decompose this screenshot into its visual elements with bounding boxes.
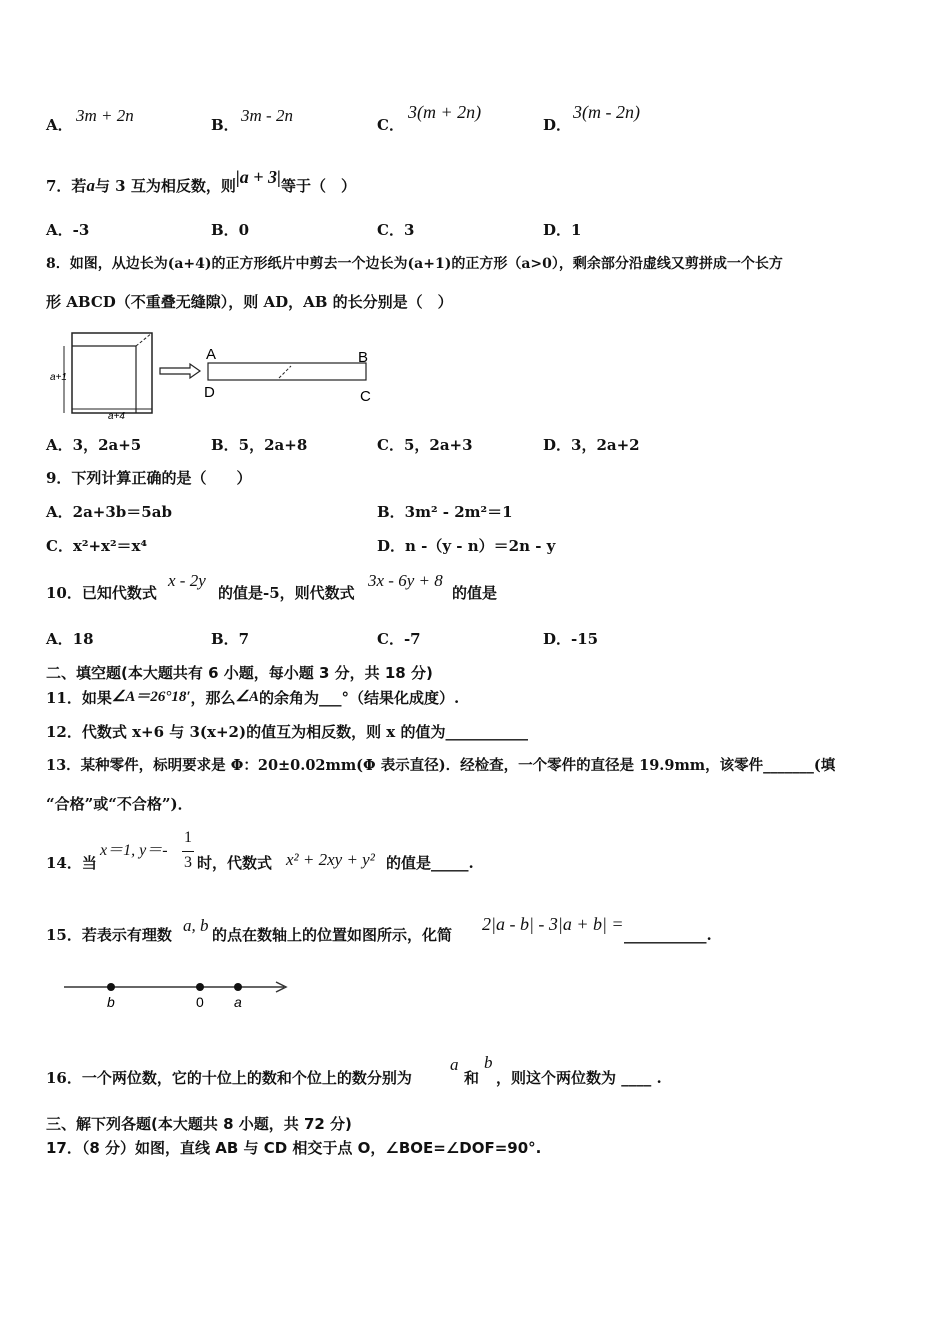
q16-var-a: a: [450, 1055, 459, 1074]
q7-option-c: C．3: [377, 221, 415, 239]
q16-pre: 16．一个两位数，它的十位上的数和个位上的数分别为: [46, 1069, 412, 1087]
q8-option-b: B．5，2a+8: [211, 436, 308, 454]
q10-pre: 10．已知代数式: [46, 584, 157, 602]
q7-option-a: A．-3: [46, 221, 90, 239]
q15-mid: 的点在数轴上的位置如图所示，化简: [212, 926, 453, 944]
q14-expr: x² + 2xy + y²: [286, 850, 375, 869]
big-square: [72, 333, 152, 413]
q8-option-d: D．3，2a+2: [543, 436, 640, 454]
q9-option-d: D．n -（y - n）＝2n - y: [377, 537, 556, 555]
q10-option-c: C．-7: [377, 630, 421, 648]
section-3-title: 三、解下列各题(本大题共 8 小题，共 72 分): [46, 1115, 352, 1133]
q6-option-d: 3(m - 2n): [573, 102, 640, 122]
q8-option-c: C．5，2a+3: [377, 436, 473, 454]
axis-label-b: b: [107, 994, 115, 1010]
q8-figure: [46, 325, 376, 420]
point-a: [234, 983, 242, 991]
axis-label-a: a: [234, 994, 242, 1010]
q15-expr: 2|a - b| - 3|a + b| =: [482, 914, 624, 934]
q6-option-c: 3(m + 2n): [408, 102, 482, 122]
q6-option-b: 3m - 2n: [241, 106, 293, 125]
q15-end: ___________.: [624, 926, 712, 944]
axis-label-0: 0: [196, 994, 204, 1010]
q10-expr1: x - 2y: [168, 571, 206, 590]
label-c: C: [360, 388, 371, 405]
number-line: [60, 972, 292, 1012]
q10-expr2: 3x - 6y + 8: [368, 571, 443, 590]
q14-frac-den: 3: [184, 854, 192, 871]
q7-option-d: D．1: [543, 221, 582, 239]
q6-label-a: A．: [46, 116, 73, 134]
q15-pre: 15．若表示有理数: [46, 926, 172, 944]
label-side-big: a+4: [108, 411, 125, 420]
q10-end: 的值是: [452, 584, 498, 602]
q9-option-a: A．2a+3b＝5ab: [46, 503, 172, 521]
q13-line2: “合格”或“不合格”)．: [46, 795, 193, 813]
q16-var-b: b: [484, 1053, 493, 1072]
q10-option-d: D．-15: [543, 630, 599, 648]
q9-option-c: C．x²+x²＝x⁴: [46, 537, 148, 555]
q7-option-b: B．0: [211, 221, 250, 239]
q16-end: ，则这个两位数为 ____ .: [496, 1069, 662, 1087]
q14-mid: 时，代数式: [197, 854, 273, 872]
q9-stem: 9．下列计算正确的是（ ）: [46, 469, 252, 487]
q14-pre: 14．当: [46, 854, 97, 872]
point-0: [196, 983, 204, 991]
q8-option-a: A．3，2a+5: [46, 436, 142, 454]
q12: 12．代数式 x+6 与 3(x+2)的值互为相反数，则 x 的值为___________: [46, 723, 528, 741]
q10-option-a: A．18: [46, 630, 94, 648]
q14-end: 的值是_____.: [386, 854, 474, 872]
cut-line: [136, 333, 152, 346]
arrow-icon: [160, 364, 200, 378]
label-a: A: [206, 346, 217, 363]
label-b: B: [358, 349, 369, 366]
rectangle-cut: [279, 366, 291, 378]
q10-mid: 的值是-5，则代数式: [218, 584, 355, 602]
label-d: D: [204, 384, 215, 401]
q6-option-a: 3m + 2n: [76, 106, 134, 125]
point-b: [107, 983, 115, 991]
q6-label-c: C．: [377, 116, 404, 134]
q14-condition: x＝1, y＝-: [100, 842, 168, 859]
q11: 11．如果∠A＝26°18′，那么∠A的余角为___°（结果化成度）.: [46, 689, 460, 707]
q9-option-b: B．3m² - 2m²＝1: [377, 503, 513, 521]
q16-and: 和: [464, 1069, 480, 1087]
q10-option-b: B．7: [211, 630, 250, 648]
q6-label-d: D．: [543, 116, 572, 134]
rectangle-abcd: [208, 363, 366, 380]
q15-vars: a, b: [183, 916, 209, 935]
section-2-title: 二、填空题(本大题共有 6 小题，每小题 3 分，共 18 分): [46, 664, 433, 682]
q13-line1: 13．某种零件，标明要求是 Φ：20±0.02mm(Φ 表示直径)．经检查，一个零件的直径是 19.9mm，该零件_______(填: [46, 757, 836, 774]
q14-frac-num: 1: [184, 829, 192, 846]
q6-label-b: B．: [211, 116, 239, 134]
q8-line2: 形 ABCD（不重叠无缝隙），则 AD，AB 的长分别是（ ）: [46, 293, 453, 311]
q14-frac-bar: [182, 851, 194, 852]
label-side-small: a+1: [50, 372, 67, 383]
q8-line1: 8．如图，从边长为(a+4)的正方形纸片中剪去一个边长为(a+1)的正方形（a>0），剩余部分沿虚线又剪拼成一个长方: [46, 256, 783, 272]
q7-stem: 7．若a与 3 互为相反数，则|a + 3|等于（ ）: [46, 167, 357, 195]
q17: 17．（8 分）如图，直线 AB 与 CD 相交于点 O，∠BOE=∠DOF=90°.: [46, 1139, 542, 1157]
